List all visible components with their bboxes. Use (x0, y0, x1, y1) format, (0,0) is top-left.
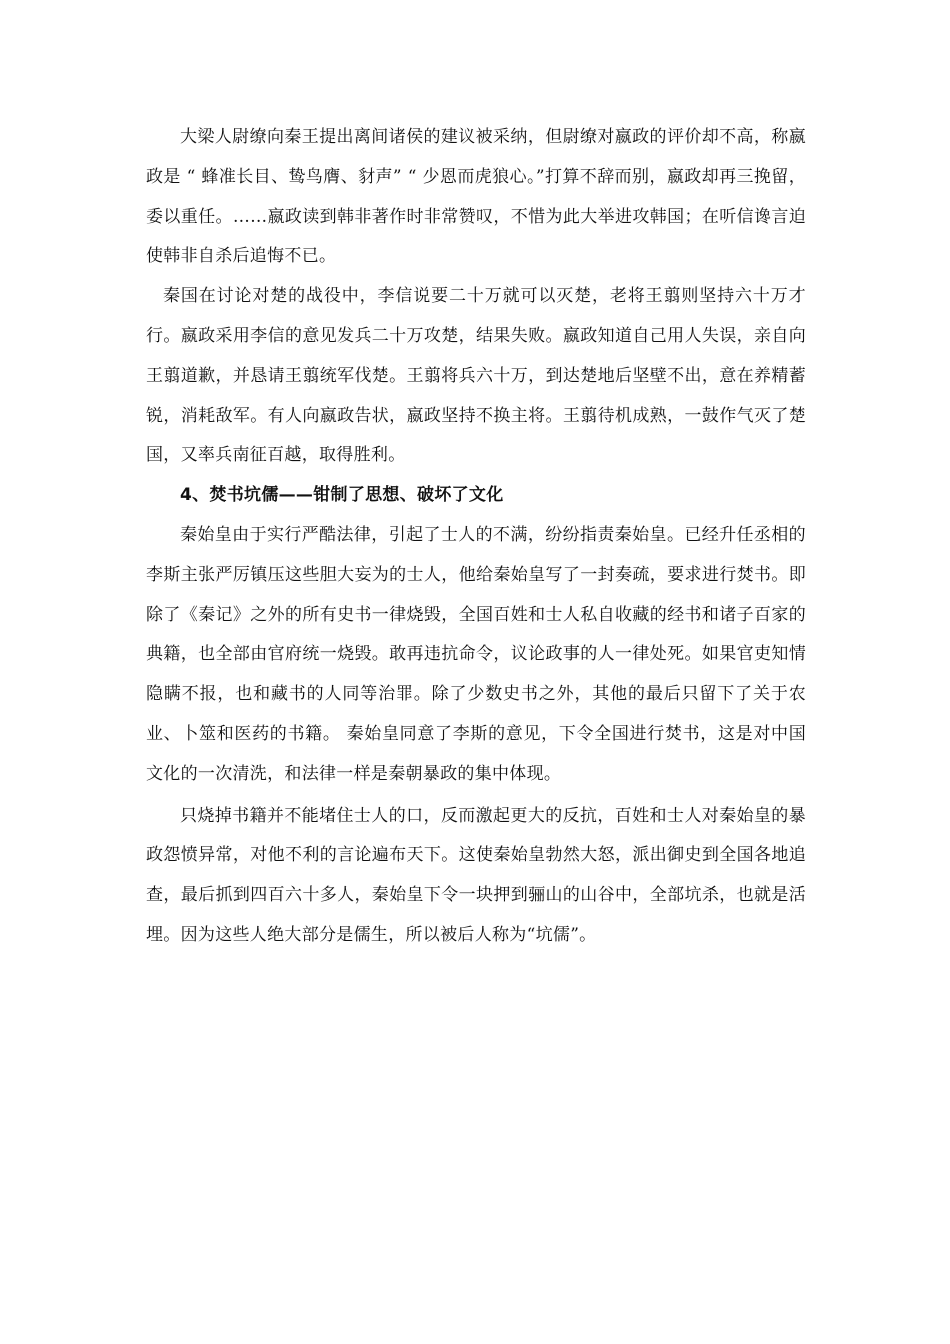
paragraph-weiliao: 大梁人尉缭向秦王提出离间诸侯的建议被采纳，但尉缭对嬴政的评价却不高，称嬴政是 “ 蜂准长目、鸷鸟膺、豺声” “ 少恩而虎狼心。”打算不辞而别，嬴政却再三挽留，委以重任。……嬴政读到韩非著作时非常赞叹，不惜为此大举进攻韩国；在听信谗言迫使韩非自杀后追悔不已。 (146, 127, 806, 267)
section-heading: 4、焚书坑儒——钳制了思想、破坏了文化 (180, 485, 504, 506)
paragraph-burying-scholars: 只烧掉书籍并不能堵住士人的口，反而激起更大的反抗，百姓和士人对秦始皇的暴政怨愤异常，对他不利的言论遍布天下。这使秦始皇勃然大怒，派出御史到全国各地追查，最后抓到四百六十多人，秦始皇下令一块押到骊山的山谷中，全部坑杀，也就是活埋。因为这些人绝大部分是儒生，所以被后人称为“坑儒”。 (146, 805, 806, 945)
paragraph-wangjian: 秦国在讨论对楚的战役中，李信说要二十万就可以灭楚，老将王翦则坚持六十万才行。嬴政采用李信的意见发兵二十万攻楚，结果失败。嬴政知道自己用人失误，亲自向王翦道歉，并恳请王翦统军伐楚。王翦将兵六十万，到达楚地后坚壁不出，意在养精蓄锐，消耗敌军。有人向嬴政告状，嬴政坚持不换主将。王翦待机成熟，一鼓作气灭了楚国，又率兵南征百越，取得胜利。 (146, 286, 806, 466)
paragraph-burning-books: 秦始皇由于实行严酷法律，引起了士人的不满，纷纷指责秦始皇。已经升任丞相的李斯主张严厉镇压这些胆大妄为的士人，他给秦始皇写了一封奏疏，要求进行焚书。即除了《秦记》之外的所有史书一律烧毁，全国百姓和士人私自收藏的经书和诸子百家的典籍，也全部由官府统一烧毁。敢再违抗命令，议论政事的人一律处死。如果官吏知情隐瞒不报，也和藏书的人同等治罪。除了少数史书之外，其他的最后只留下了关于农业、卜筮和医药的书籍。 秦始皇同意了李斯的意见，下令全国进行焚书，这是对中国文化的一次清洗，和法律一样是秦朝暴政的集中体现。 (146, 524, 806, 784)
document-page (146, 118, 806, 956)
